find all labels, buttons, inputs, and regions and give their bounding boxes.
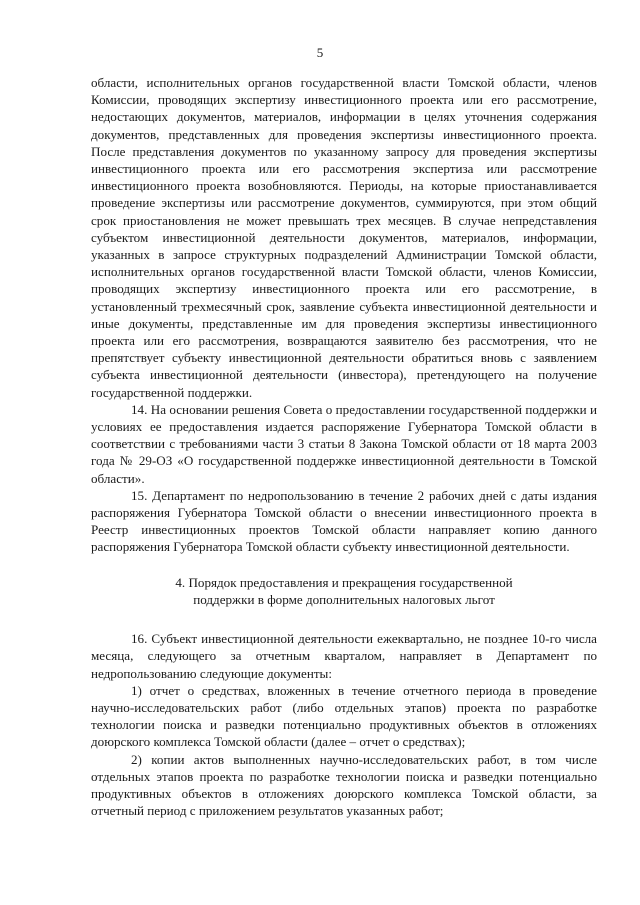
paragraph-15: 15. Департамент по недропользованию в течение 2 рабочих дней с даты издания распоряжения Губернатора Томской области о внесении инвестиционного проекта в Реестр инвестиционных проектов Томской области направляет копию данного распоряжения Губернатора Томской области субъекту инвестиционной деятельности. <box>91 487 597 555</box>
page-number: 5 <box>316 45 324 60</box>
section-heading <box>91 574 597 608</box>
section-heading-line1: 4. Порядок предоставления и прекращения государственной <box>175 574 513 590</box>
list-item-1: 1) отчет о средствах, вложенных в течение отчетного периода в проведение научно-исследовательских работ (либо отдельных этапов) проекта по разработке технологии поиска и разведки потенциально продуктивных объектов в отложениях доюрского комплекса Томской области (далее – отчет о средствах); <box>91 682 597 750</box>
section-heading-line2: поддержки в форме дополнительных налоговых льгот <box>193 591 495 607</box>
document-body <box>91 74 597 819</box>
list-item-2: 2) копии актов выполненных научно-исследовательских работ, в том числе отдельных этапов проекта по разработке технологии поиска и разведки потенциально продуктивных объектов в отложениях доюрского комплекса Томской области, за отчетный период с приложением результатов указанных работ; <box>91 751 597 819</box>
paragraph-continuation: области, исполнительных органов государственной власти Томской области, членов Комиссии, проводящих экспертизу инвестиционного проекта или его рассмотрение, недостающих документов, материалов, информации в целях уточнения содержания документов, представленных для проведения экспертизы инвестиционного проекта. После представления документов по указанному запросу для проведения экспертизы инвестиционного проекта или его рассмотрения экспертиза или рассмотрение инвестиционного проекта возобновляются. Периоды, на которые приостанавливается проведение экспертизы или рассмотрение документов, суммируются, при этом общий срок приостановления не может превышать трех месяцев. В случае непредставления субъектом инвестиционной деятельности документов, материалов, информации, указанных в запросе структурных подразделений Администрации Томской области, исполнительных органов государственной власти Томской области, членов Комиссии, проводящих экспертизу инвестиционного проекта или его рассмотрение, в установленный трехмесячный срок, заявление субъекта инвестиционной деятельности и иные документы, представленные им для проведения экспертизы инвестиционного проекта или его рассмотрения, возвращаются заявителю без рассмотрения, что не препятствует субъекту инвестиционной деятельности обратиться вновь с заявлением субъекта инвестиционной деятельности (инвестора), претендующего на получение государственной поддержки. <box>91 75 597 400</box>
paragraph-16: 16. Субъект инвестиционной деятельности ежеквартально, не позднее 10-го числа месяца, следующего за отчетным кварталом, направляет в Департамент по недропользованию следующие документы: <box>91 631 597 681</box>
paragraph-14: 14. На основании решения Совета о предоставлении государственной поддержки и условиях ее предоставления издается распоряжение Губернатора Томской области в соответствии с требованиями части 3 статьи 8 Закона Томской области от 18 марта 2003 года № 29-ОЗ «О государственной поддержке инвестиционной деятельности в Томской области». <box>91 401 597 486</box>
